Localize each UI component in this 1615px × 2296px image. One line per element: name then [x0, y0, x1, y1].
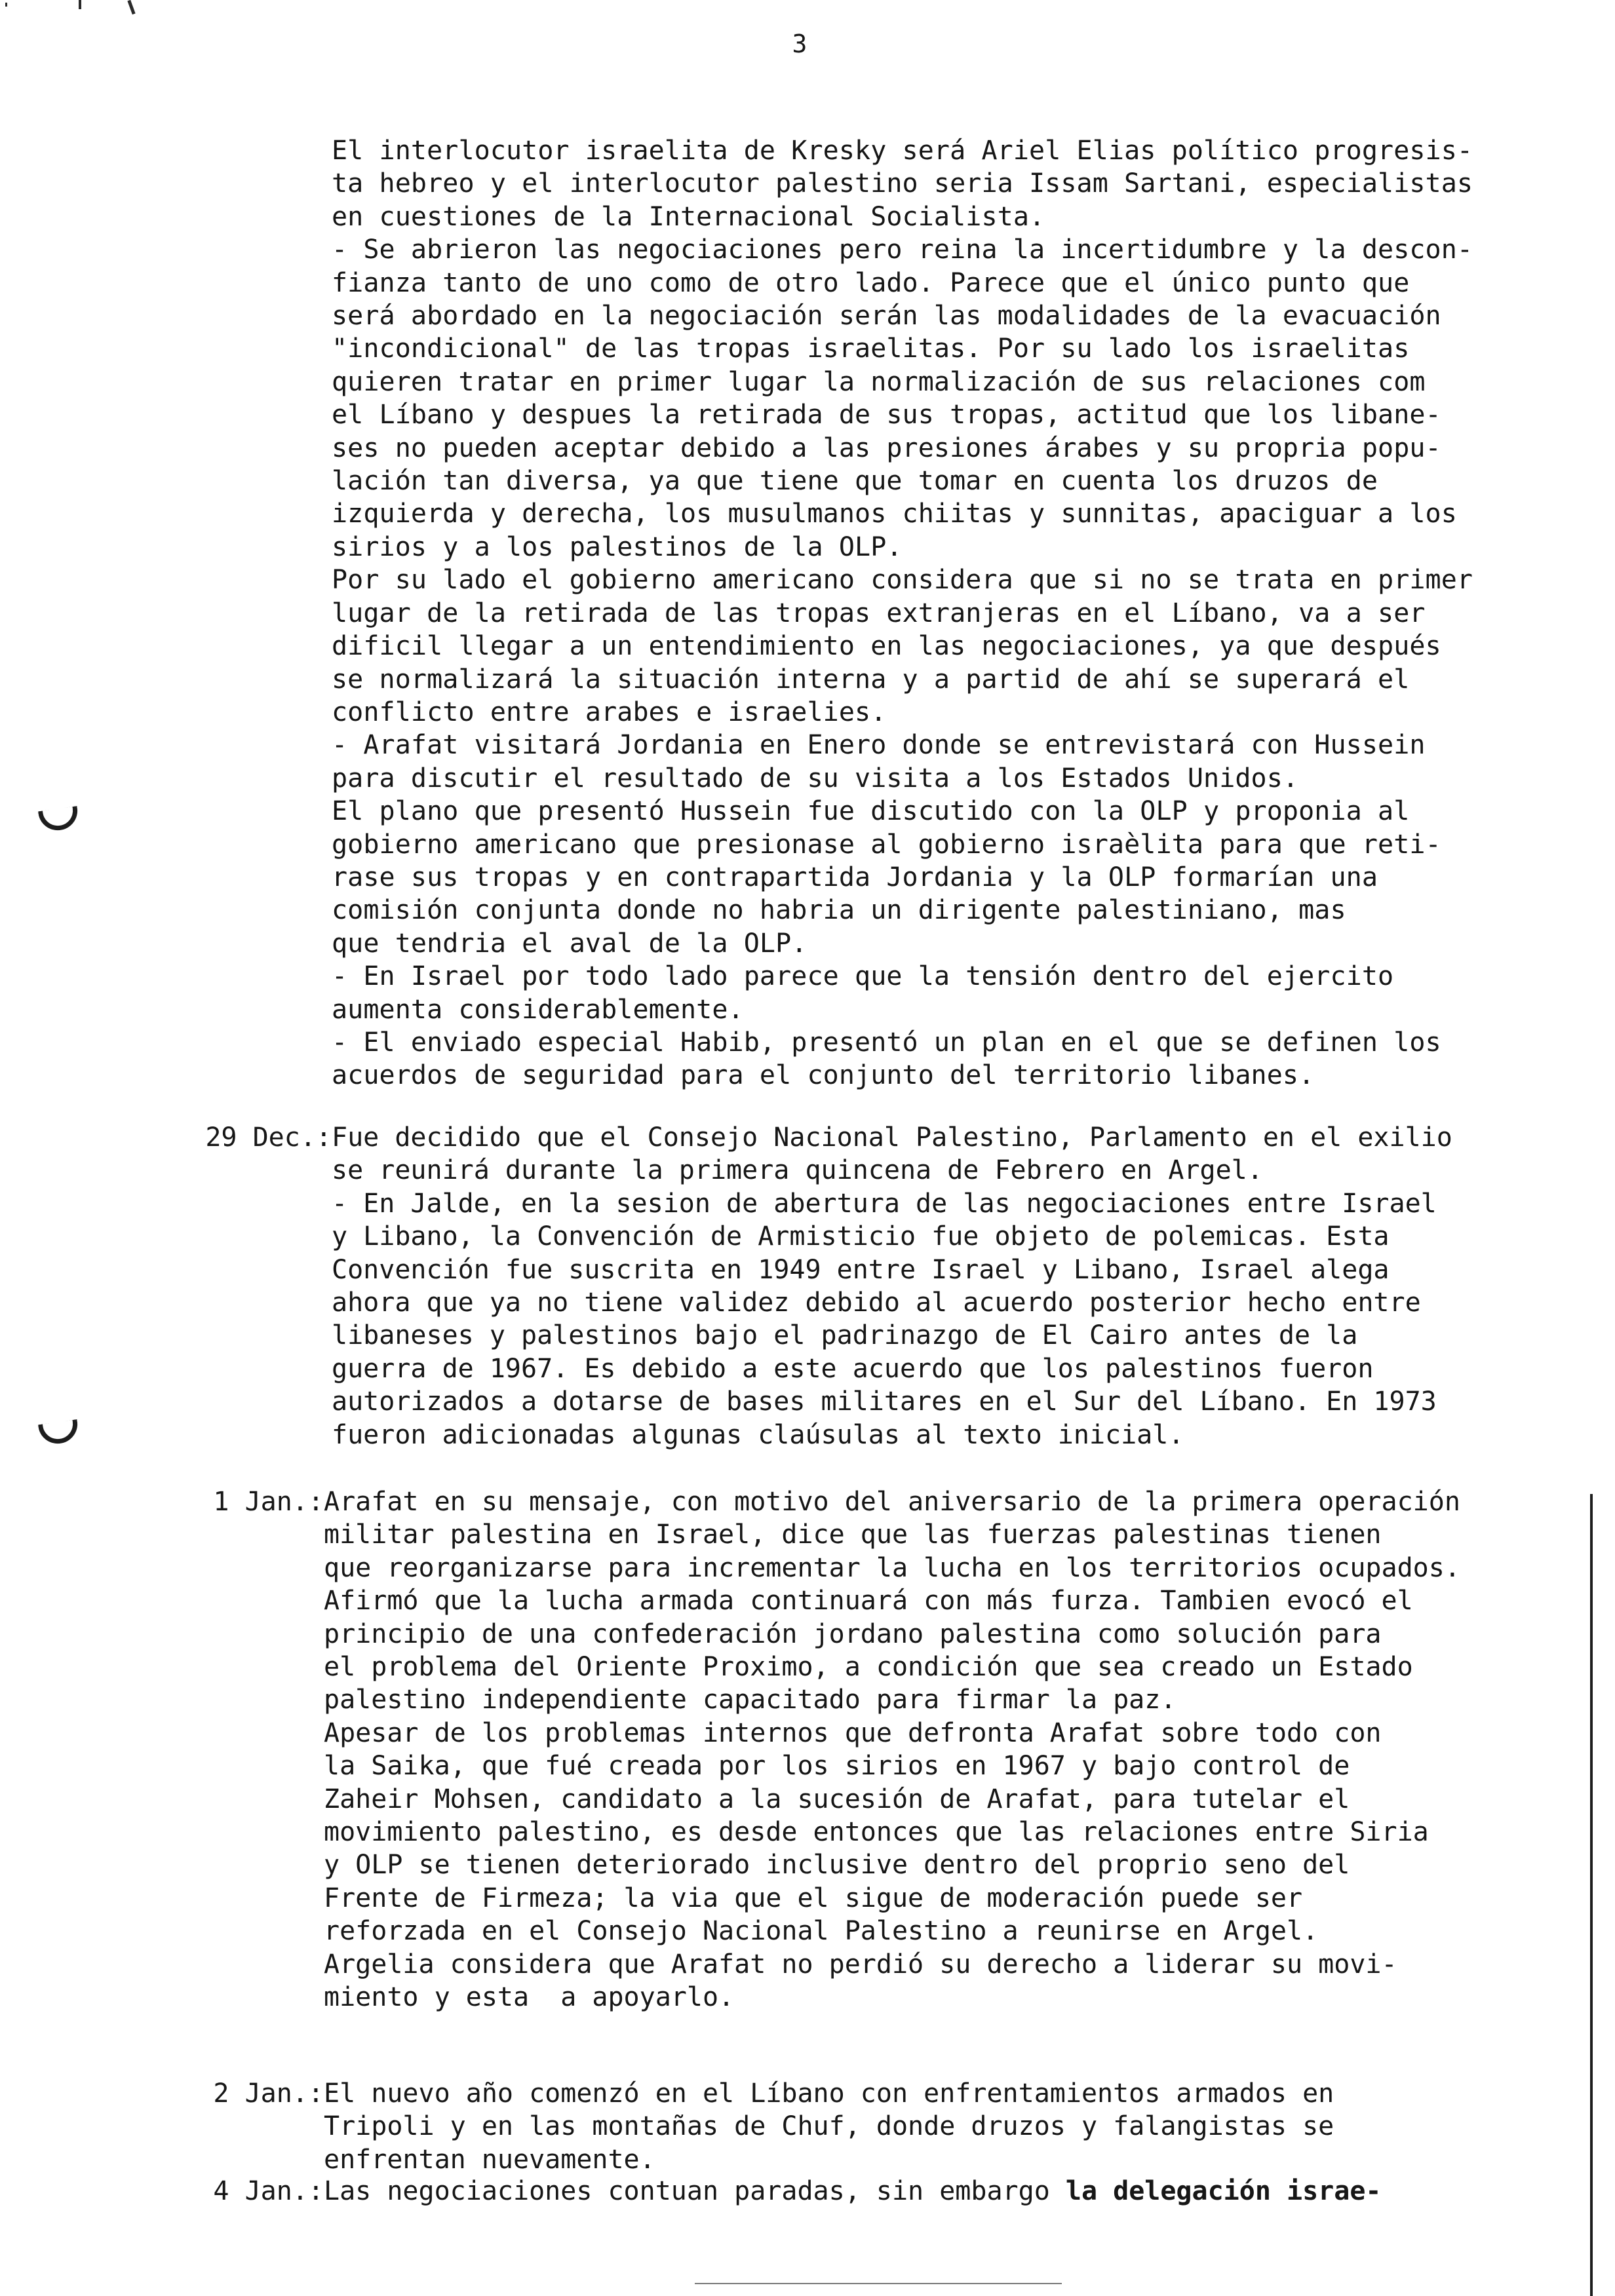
text-line: la Saika, que fué creada por los sirios en 1967 y bajo control de — [324, 1751, 1350, 1782]
text-line: "incondicional" de las tropas israelitas. Por su lado los israelitas — [332, 334, 1410, 364]
scan-speck — [79, 0, 81, 9]
text-line: conflicto entre arabes e israelies. — [332, 697, 887, 727]
text-line: Tripoli y en las montañas de Chuf, donde druzos y falangistas se — [324, 2111, 1334, 2142]
page-edge-line — [695, 2283, 1062, 2284]
scan-speck — [127, 0, 135, 14]
bold-text-run: la delegación israe- — [1065, 2176, 1382, 2206]
text-line: autorizados a dotarse de bases militares en el Sur del Líbano. En 1973 — [332, 1387, 1437, 1417]
text-line: - El enviado especial Habib, presentó un plan en el que se definen los — [332, 1027, 1441, 1058]
text-line: - Arafat visitará Jordania en Enero donde se entrevistará con Hussein — [332, 730, 1426, 761]
entry-body — [332, 1121, 1452, 1451]
text-line: ses no pueden aceptar debido a las presiones árabes y su propria popu- — [332, 432, 1441, 463]
text-line: libaneses y palestinos bajo el padrinazgo de El Cairo antes de la — [332, 1320, 1358, 1351]
text-line: militar palestina en Israel, dice que las fuerzas palestinas tienen — [324, 1520, 1382, 1550]
entry-date: 1 Jan.: — [213, 1487, 324, 1517]
entry-date: 2 Jan.: — [213, 2078, 324, 2109]
text-line: y OLP se tienen deteriorado inclusive dentro del proprio seno del — [324, 1850, 1350, 1881]
text-line: el problema del Oriente Proximo, a condición que sea creado un Estado — [324, 1652, 1413, 1683]
text-line: El nuevo año comenzó en el Líbano con enfrentamientos armados en — [324, 2078, 1334, 2109]
text-line: comisión conjunta donde no habria un dirigente palestiniano, mas — [332, 895, 1346, 926]
binder-hole-mark — [38, 806, 80, 833]
text-line: Por su lado el gobierno americano considera que si no se trata en primer — [332, 565, 1473, 596]
text-line: Fue decidido que el Consejo Nacional Palestino, Parlamento en el exilio — [332, 1122, 1452, 1153]
text-line: reforzada en el Consejo Nacional Palestino a reunirse en Argel. — [324, 1916, 1319, 1947]
text-line: gobierno americano que presionase al gobierno israèlita para que reti- — [332, 829, 1441, 860]
text-line: Zaheir Mohsen, candidato a la sucesión de Arafat, para tutelar el — [324, 1784, 1350, 1814]
entry-body — [324, 2175, 1382, 2208]
text-line: que reorganizarse para incrementar la lucha en los territorios ocupados. — [324, 1552, 1460, 1583]
text-line: y Libano, la Convención de Armisticio fue objeto de polemicas. Esta — [332, 1221, 1390, 1252]
text-line: Frente de Firmeza; la via que el sigue de moderación puede ser — [324, 1883, 1303, 1913]
text-line: ta hebreo y el interlocutor palestino seria Issam Sartani, especialistas — [332, 168, 1473, 199]
text-line: guerra de 1967. Es debido a este acuerdo que los palestinos fueron — [332, 1353, 1374, 1384]
text-line: quieren tratar en primer lugar la normalización de sus relaciones com — [332, 366, 1426, 397]
text-line: - En Jalde, en la sesion de abertura de las negociaciones entre Israel — [332, 1188, 1437, 1219]
text-line: acuerdos de seguridad para el conjunto del territorio libanes. — [332, 1060, 1315, 1091]
text-line: el Líbano y despues la retirada de sus tropas, actitud que los libane- — [332, 400, 1441, 430]
text-line: El interlocutor israelita de Kresky será Ariel Elias político progresis- — [332, 136, 1473, 166]
text-line: Las negociaciones contuan paradas, sin embargo — [324, 2176, 1066, 2206]
text-line: movimiento palestino, es desde entonces que las relaciones entre Siria — [324, 1817, 1429, 1848]
text-line: principio de una confederación jordano palestina como solución para — [324, 1618, 1382, 1649]
text-line: Arafat en su mensaje, con motivo del aniversario de la primera operación — [324, 1487, 1460, 1517]
text-line: miento y esta a apoyarlo. — [324, 1982, 735, 2013]
text-line: en cuestiones de la Internacional Socialista. — [332, 201, 1045, 232]
text-line: Afirmó que la lucha armada continuará con más furza. Tambien evocó el — [324, 1586, 1413, 1617]
text-line: que tendria el aval de la OLP. — [332, 928, 808, 959]
text-line: palestino independiente capacitado para firmar la paz. — [324, 1685, 1177, 1715]
text-line: sirios y a los palestinos de la OLP. — [332, 531, 903, 562]
text-line: Convención fue suscrita en 1949 entre Israel y Libano, Israel alega — [332, 1254, 1390, 1285]
text-line: El plano que presentó Hussein fue discutido con la OLP y proponia al — [332, 796, 1410, 827]
text-line: fianza tanto de uno como de otro lado. Parece que el único punto que — [332, 267, 1410, 298]
page-edge-line — [1590, 1494, 1593, 2296]
text-line: será abordado en la negociación serán las modalidades de la evacuación — [332, 301, 1441, 332]
text-line: Apesar de los problemas internos que defronta Arafat sobre todo con — [324, 1717, 1382, 1748]
intro-paragraphs — [332, 134, 1473, 1092]
text-line: se reunirá durante la primera quincena de Febrero en Argel. — [332, 1155, 1263, 1186]
text-line: aumenta considerablemente. — [332, 994, 744, 1025]
text-line: lación tan diversa, ya que tiene que tomar en cuenta los druzos de — [332, 466, 1378, 497]
scan-speck — [5, 3, 7, 7]
text-line: dificil llegar a un entendimiento en las negociaciones, ya que después — [332, 631, 1441, 662]
text-line: - Se abrieron las negociaciones pero reina la incertidumbre y la descon- — [332, 235, 1473, 265]
text-line: para discutir el resultado de su visita a los Estados Unidos. — [332, 763, 1299, 794]
text-line: Argelia considera que Arafat no perdió su derecho a liderar su movi- — [324, 1949, 1397, 1980]
text-line: enfrentan nuevamente. — [324, 2144, 655, 2175]
entry-body — [324, 1485, 1460, 2014]
text-line: - En Israel por todo lado parece que la tensión dentro del ejercito — [332, 961, 1394, 992]
text-line: lugar de la retirada de las tropas extranjeras en el Líbano, va a ser — [332, 598, 1426, 628]
binder-hole-mark — [38, 1419, 80, 1446]
text-line: izquierda y derecha, los musulmanos chiitas y sunnitas, apaciguar a los — [332, 499, 1457, 529]
entry-date: 29 Dec.: — [205, 1122, 332, 1153]
page-number: 3 — [792, 29, 808, 58]
text-line: se normalizará la situación interna y a partid de ahí se superará el — [332, 664, 1410, 695]
text-line: fueron adicionadas algunas claúsulas al texto inicial. — [332, 1419, 1184, 1450]
entry-body — [324, 2077, 1334, 2176]
entry-date: 4 Jan.: — [213, 2176, 324, 2206]
text-line: rase sus tropas y en contrapartida Jordania y la OLP formarían una — [332, 862, 1378, 892]
text-line: ahora que ya no tiene validez debido al acuerdo posterior hecho entre — [332, 1288, 1421, 1318]
